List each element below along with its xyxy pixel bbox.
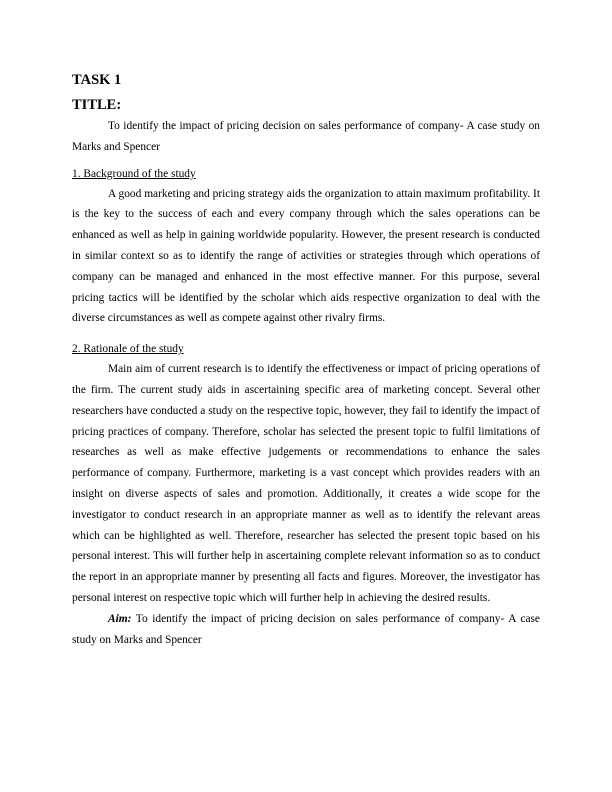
rationale-heading: 2. Rationale of the study — [72, 343, 184, 356]
background-heading: 1. Background of the study — [72, 167, 196, 180]
document-page — [72, 70, 540, 650]
rationale-paragraph: Main aim of current research is to identify the effectiveness or impact of pricing operations of the firm. The current study aids in ascertaining specific area of marketing concept. Several other researchers have conducted a study on the respective topic, however, they fail to identify the impact of pricing practices of company. Therefore, scholar has selected the present topic to fulfil limitations of researches as well as make effective judgements or recommendations to enhance the sales performance of company. Furthermore, marketing is a vast concept which provides readers with an insight on diverse aspects of sales and promotion. Additionally, it creates a wide scope for the investigator to conduct research in an appropriate manner as well as to identify the relevant areas which can be highlighted as well. Therefore, researcher has selected the present topic based on his personal interest. This will further help in ascertaining complete relevant information so as to conduct the report in an appropriate manner by presenting all facts and figures. Moreover, the investigator has personal interest on respective topic which will further help in achieving the desired results. — [72, 363, 540, 604]
aim-paragraph — [72, 609, 540, 651]
background-paragraph: A good marketing and pricing strategy aids the organization to attain maximum profitability. It is the key to the success of each and every company through which the sales operations can be enhanced as well as help in gaining worldwide popularity. However, the present research is conducted in similar context so as to identify the range of activities or strategies through which operations of company can be managed and enhanced in the most effective manner. For this purpose, several pricing tactics will be identified by the scholar which aids respective organization to deal with the diverse circumstances as well as compete against other rivalry firms. — [72, 187, 540, 325]
aim-text: To identify the impact of pricing decision on sales performance of company- A case study on Marks and Spencer — [72, 612, 540, 646]
task-heading: TASK 1 — [72, 72, 122, 88]
aim-label: Aim: — [108, 612, 132, 625]
title-text: To identify the impact of pricing decision on sales performance of company- A case study on Marks and Spencer — [72, 120, 540, 153]
title-heading: TITLE: — [72, 97, 122, 113]
